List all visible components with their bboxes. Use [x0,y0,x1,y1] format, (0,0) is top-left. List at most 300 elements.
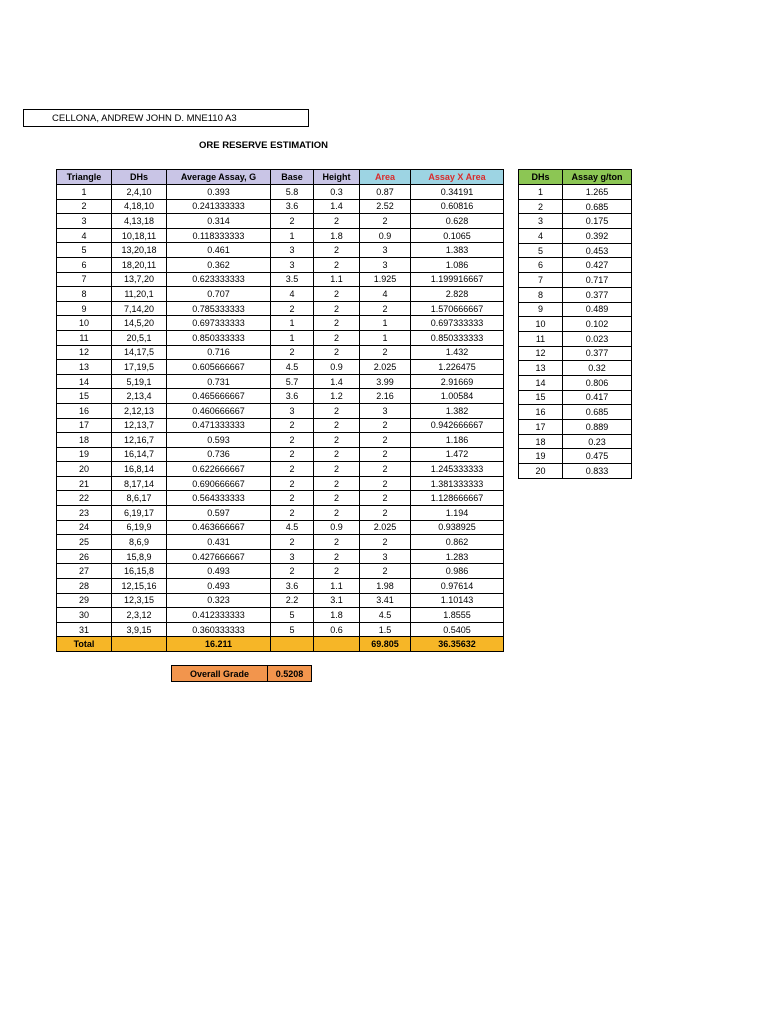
table-row [57,199,504,214]
cell-assay-x-area: 1.226475 [411,360,504,375]
cell-base: 5 [271,608,314,623]
table-row [57,272,504,287]
table-row [519,199,632,214]
cell-height: 2 [314,564,360,579]
cell-area: 1.5 [360,622,411,637]
cell-assay-x-area: 0.850333333 [411,330,504,345]
cell-height: 2 [314,257,360,272]
cell-height: 2 [314,403,360,418]
table-row [519,331,632,346]
cell-assay-x-area: 1.128666667 [411,491,504,506]
table-row [57,418,504,433]
table-row [57,608,504,623]
col-header-height: Height [314,170,360,185]
table-row [57,462,504,477]
table-row [519,449,632,464]
cell-assay-x-area: 0.628 [411,214,504,229]
cell-triangle: 26 [57,549,112,564]
cell-dh: 19 [519,449,563,464]
cell-average-assay: 0.393 [167,185,271,200]
cell-height: 2 [314,301,360,316]
cell-average-assay: 0.427666667 [167,549,271,564]
cell-average-assay: 0.785333333 [167,301,271,316]
cell-triangle: 28 [57,579,112,594]
cell-base: 1 [271,316,314,331]
table-row [57,476,504,491]
cell-area: 1.925 [360,272,411,287]
table-header-row [519,170,632,185]
cell-dhs: 14,5,20 [112,316,167,331]
table-row [57,287,504,302]
total-cell-area: 69.805 [360,637,411,652]
col-header-area: Area [360,170,411,185]
cell-average-assay: 0.460666667 [167,403,271,418]
cell-assay-x-area: 1.381333333 [411,476,504,491]
cell-area: 2 [360,462,411,477]
cell-height: 1.8 [314,228,360,243]
cell-height: 0.9 [314,520,360,535]
cell-dh: 16 [519,405,563,420]
cell-triangle: 15 [57,389,112,404]
cell-assay-x-area: 0.97614 [411,579,504,594]
cell-dhs: 2,4,10 [112,185,167,200]
cell-average-assay: 0.360333333 [167,622,271,637]
cell-dh: 1 [519,185,563,200]
cell-dhs: 2,12,13 [112,403,167,418]
cell-base: 4 [271,287,314,302]
cell-assay-x-area: 0.986 [411,564,504,579]
table-row [519,185,632,200]
cell-average-assay: 0.716 [167,345,271,360]
cell-triangle: 18 [57,433,112,448]
table-row [519,361,632,376]
cell-assay-x-area: 1.10143 [411,593,504,608]
cell-base: 1 [271,228,314,243]
col-header-assay-gton: Assay g/ton [563,170,632,185]
table-row [57,330,504,345]
total-cell-dhs [112,637,167,652]
table-row [57,257,504,272]
cell-dhs: 17,19,5 [112,360,167,375]
cell-area: 2 [360,476,411,491]
cell-base: 3.6 [271,199,314,214]
cell-base: 4.5 [271,360,314,375]
cell-base: 2 [271,345,314,360]
cell-assay: 0.377 [563,287,632,302]
cell-average-assay: 0.461 [167,243,271,258]
table-row [519,464,632,479]
cell-area: 2 [360,418,411,433]
cell-height: 2 [314,418,360,433]
cell-height: 2 [314,330,360,345]
cell-dh: 14 [519,375,563,390]
cell-dhs: 18,20,11 [112,257,167,272]
table-row [57,506,504,521]
cell-triangle: 2 [57,199,112,214]
cell-height: 2 [314,345,360,360]
cell-base: 2 [271,535,314,550]
cell-dhs: 7,14,20 [112,301,167,316]
cell-triangle: 20 [57,462,112,477]
cell-triangle: 11 [57,330,112,345]
cell-area: 4.5 [360,608,411,623]
cell-base: 3 [271,403,314,418]
cell-triangle: 1 [57,185,112,200]
col-header-dhs: DHs [519,170,563,185]
table-row [57,491,504,506]
cell-assay-x-area: 0.697333333 [411,316,504,331]
cell-dh: 12 [519,346,563,361]
cell-triangle: 6 [57,257,112,272]
cell-assay: 0.392 [563,229,632,244]
cell-average-assay: 0.493 [167,579,271,594]
cell-triangle: 31 [57,622,112,637]
cell-dhs: 4,13,18 [112,214,167,229]
cell-average-assay: 0.323 [167,593,271,608]
cell-assay-x-area: 0.938925 [411,520,504,535]
cell-average-assay: 0.463666667 [167,520,271,535]
cell-area: 3 [360,243,411,258]
cell-average-assay: 0.690666667 [167,476,271,491]
total-cell-average-assay: 16.211 [167,637,271,652]
cell-base: 3 [271,549,314,564]
cell-height: 1.1 [314,272,360,287]
cell-dhs: 20,5,1 [112,330,167,345]
cell-dh: 5 [519,243,563,258]
cell-triangle: 29 [57,593,112,608]
cell-base: 3 [271,243,314,258]
cell-assay-x-area: 0.1065 [411,228,504,243]
cell-dhs: 8,6,17 [112,491,167,506]
cell-average-assay: 0.623333333 [167,272,271,287]
cell-triangle: 27 [57,564,112,579]
col-header-average-assay: Average Assay, G [167,170,271,185]
cell-assay: 0.175 [563,214,632,229]
cell-height: 1.4 [314,374,360,389]
cell-dh: 17 [519,420,563,435]
cell-area: 2 [360,433,411,448]
cell-dhs: 16,15,8 [112,564,167,579]
cell-base: 5.7 [271,374,314,389]
cell-dhs: 3,9,15 [112,622,167,637]
cell-height: 1.2 [314,389,360,404]
cell-base: 2 [271,462,314,477]
cell-dh: 9 [519,302,563,317]
overall-grade-value: 0.5208 [268,666,312,682]
cell-dh: 6 [519,258,563,273]
overall-grade-label: Overall Grade [172,666,268,682]
table-row [57,535,504,550]
table-row [519,375,632,390]
cell-height: 3.1 [314,593,360,608]
cell-base: 2 [271,301,314,316]
cell-assay: 0.475 [563,449,632,464]
col-header-base: Base [271,170,314,185]
table-row [57,564,504,579]
cell-assay-x-area: 0.5405 [411,622,504,637]
cell-dh: 7 [519,273,563,288]
cell-base: 3.6 [271,389,314,404]
table-row [57,360,504,375]
cell-area: 1 [360,316,411,331]
cell-base: 2 [271,564,314,579]
cell-assay-x-area: 1.570666667 [411,301,504,316]
cell-base: 2 [271,506,314,521]
cell-assay: 0.685 [563,405,632,420]
cell-dhs: 12,13,7 [112,418,167,433]
cell-assay: 0.806 [563,375,632,390]
cell-average-assay: 0.564333333 [167,491,271,506]
cell-height: 0.6 [314,622,360,637]
cell-base: 3.6 [271,579,314,594]
cell-assay-x-area: 0.60816 [411,199,504,214]
cell-height: 2 [314,243,360,258]
cell-triangle: 8 [57,287,112,302]
cell-triangle: 9 [57,301,112,316]
cell-height: 2 [314,535,360,550]
cell-area: 2 [360,506,411,521]
cell-triangle: 25 [57,535,112,550]
cell-dhs: 13,20,18 [112,243,167,258]
cell-average-assay: 0.605666667 [167,360,271,375]
total-cell-triangle: Total [57,637,112,652]
cell-dhs: 6,19,9 [112,520,167,535]
table-row [519,273,632,288]
cell-base: 3.5 [271,272,314,287]
cell-triangle: 3 [57,214,112,229]
cell-height: 0.3 [314,185,360,200]
cell-assay-x-area: 1.382 [411,403,504,418]
cell-height: 2 [314,462,360,477]
cell-dhs: 11,20,1 [112,287,167,302]
cell-dh: 11 [519,331,563,346]
cell-assay: 1.265 [563,185,632,200]
cell-assay-x-area: 0.942666667 [411,418,504,433]
cell-height: 1.1 [314,579,360,594]
cell-dh: 3 [519,214,563,229]
cell-average-assay: 0.118333333 [167,228,271,243]
triangle-table [56,169,504,652]
cell-dh: 13 [519,361,563,376]
cell-height: 2 [314,491,360,506]
cell-base: 5.8 [271,185,314,200]
cell-dh: 10 [519,317,563,332]
cell-area: 2 [360,491,411,506]
cell-average-assay: 0.736 [167,447,271,462]
cell-area: 3 [360,257,411,272]
cell-dh: 4 [519,229,563,244]
cell-triangle: 17 [57,418,112,433]
cell-average-assay: 0.412333333 [167,608,271,623]
cell-dhs: 12,3,15 [112,593,167,608]
total-row [57,637,504,652]
drillhole-assay-table [518,169,632,479]
cell-average-assay: 0.493 [167,564,271,579]
cell-assay: 0.427 [563,258,632,273]
table-row [57,403,504,418]
cell-dhs: 15,8,9 [112,549,167,564]
cell-area: 3.41 [360,593,411,608]
table-row [519,405,632,420]
table-row [57,374,504,389]
cell-average-assay: 0.314 [167,214,271,229]
cell-assay-x-area: 1.8555 [411,608,504,623]
cell-area: 2.52 [360,199,411,214]
cell-area: 2 [360,447,411,462]
cell-dh: 8 [519,287,563,302]
cell-average-assay: 0.707 [167,287,271,302]
cell-assay-x-area: 1.432 [411,345,504,360]
cell-area: 3 [360,549,411,564]
cell-base: 2.2 [271,593,314,608]
cell-average-assay: 0.731 [167,374,271,389]
cell-assay: 0.717 [563,273,632,288]
table-row [57,243,504,258]
cell-height: 2 [314,287,360,302]
col-header-dhs: DHs [112,170,167,185]
cell-base: 3 [271,257,314,272]
cell-assay-x-area: 1.383 [411,243,504,258]
cell-assay-x-area: 1.472 [411,447,504,462]
table-row [57,622,504,637]
cell-assay: 0.32 [563,361,632,376]
cell-assay-x-area: 1.086 [411,257,504,272]
cell-dhs: 12,16,7 [112,433,167,448]
table-row [57,447,504,462]
cell-dhs: 4,18,10 [112,199,167,214]
cell-height: 2 [314,549,360,564]
cell-height: 2 [314,433,360,448]
cell-base: 2 [271,214,314,229]
cell-base: 5 [271,622,314,637]
cell-average-assay: 0.622666667 [167,462,271,477]
cell-area: 1 [360,330,411,345]
cell-assay-x-area: 1.00584 [411,389,504,404]
table-row [519,317,632,332]
cell-area: 1.98 [360,579,411,594]
student-name-box: CELLONA, ANDREW JOHN D. MNE110 A3 [23,109,309,127]
cell-dhs: 5,19,1 [112,374,167,389]
cell-assay-x-area: 0.862 [411,535,504,550]
cell-assay: 0.889 [563,420,632,435]
cell-average-assay: 0.593 [167,433,271,448]
cell-triangle: 19 [57,447,112,462]
cell-base: 1 [271,330,314,345]
cell-base: 2 [271,447,314,462]
cell-triangle: 30 [57,608,112,623]
cell-dhs: 16,8,14 [112,462,167,477]
cell-dhs: 10,18,11 [112,228,167,243]
cell-height: 2 [314,506,360,521]
cell-base: 2 [271,476,314,491]
cell-triangle: 10 [57,316,112,331]
cell-triangle: 21 [57,476,112,491]
table-row [57,228,504,243]
cell-area: 2.025 [360,360,411,375]
cell-assay-x-area: 1.186 [411,433,504,448]
cell-base: 2 [271,491,314,506]
cell-area: 2.16 [360,389,411,404]
cell-dh: 15 [519,390,563,405]
cell-average-assay: 0.465666667 [167,389,271,404]
cell-base: 2 [271,418,314,433]
col-header-triangle: Triangle [57,170,112,185]
cell-dh: 20 [519,464,563,479]
cell-dhs: 12,15,16 [112,579,167,594]
cell-average-assay: 0.471333333 [167,418,271,433]
cell-triangle: 13 [57,360,112,375]
cell-assay-x-area: 1.283 [411,549,504,564]
cell-assay-x-area: 0.34191 [411,185,504,200]
col-header-assay-x-area: Assay X Area [411,170,504,185]
cell-assay-x-area: 2.91669 [411,374,504,389]
cell-area: 0.87 [360,185,411,200]
cell-average-assay: 0.431 [167,535,271,550]
cell-area: 3 [360,403,411,418]
table-row [57,345,504,360]
cell-height: 2 [314,214,360,229]
cell-assay: 0.453 [563,243,632,258]
cell-height: 0.9 [314,360,360,375]
table-row [519,243,632,258]
cell-average-assay: 0.241333333 [167,199,271,214]
cell-dhs: 16,14,7 [112,447,167,462]
cell-dhs: 8,17,14 [112,476,167,491]
cell-dhs: 13,7,20 [112,272,167,287]
cell-average-assay: 0.597 [167,506,271,521]
cell-assay-x-area: 1.194 [411,506,504,521]
table-row [57,549,504,564]
cell-area: 2 [360,535,411,550]
table-row [519,434,632,449]
cell-height: 2 [314,316,360,331]
cell-triangle: 5 [57,243,112,258]
table-row [57,316,504,331]
cell-height: 1.8 [314,608,360,623]
table-row [519,287,632,302]
cell-area: 2 [360,345,411,360]
cell-area: 4 [360,287,411,302]
cell-height: 1.4 [314,199,360,214]
cell-assay: 0.102 [563,317,632,332]
table-row [57,520,504,535]
cell-average-assay: 0.697333333 [167,316,271,331]
cell-assay: 0.023 [563,331,632,346]
cell-assay: 0.833 [563,464,632,479]
cell-triangle: 12 [57,345,112,360]
table-row [57,185,504,200]
cell-triangle: 23 [57,506,112,521]
cell-area: 2.025 [360,520,411,535]
cell-average-assay: 0.362 [167,257,271,272]
cell-triangle: 16 [57,403,112,418]
table-row [519,302,632,317]
cell-assay-x-area: 1.245333333 [411,462,504,477]
cell-average-assay: 0.850333333 [167,330,271,345]
table-row [519,229,632,244]
cell-base: 2 [271,433,314,448]
cell-area: 2 [360,564,411,579]
table-header-row [57,170,504,185]
cell-area: 3.99 [360,374,411,389]
cell-dhs: 6,19,17 [112,506,167,521]
cell-triangle: 4 [57,228,112,243]
cell-area: 2 [360,301,411,316]
cell-assay: 0.489 [563,302,632,317]
total-cell-assay-x-area: 36.35632 [411,637,504,652]
cell-dhs: 14,17,5 [112,345,167,360]
cell-dh: 18 [519,434,563,449]
